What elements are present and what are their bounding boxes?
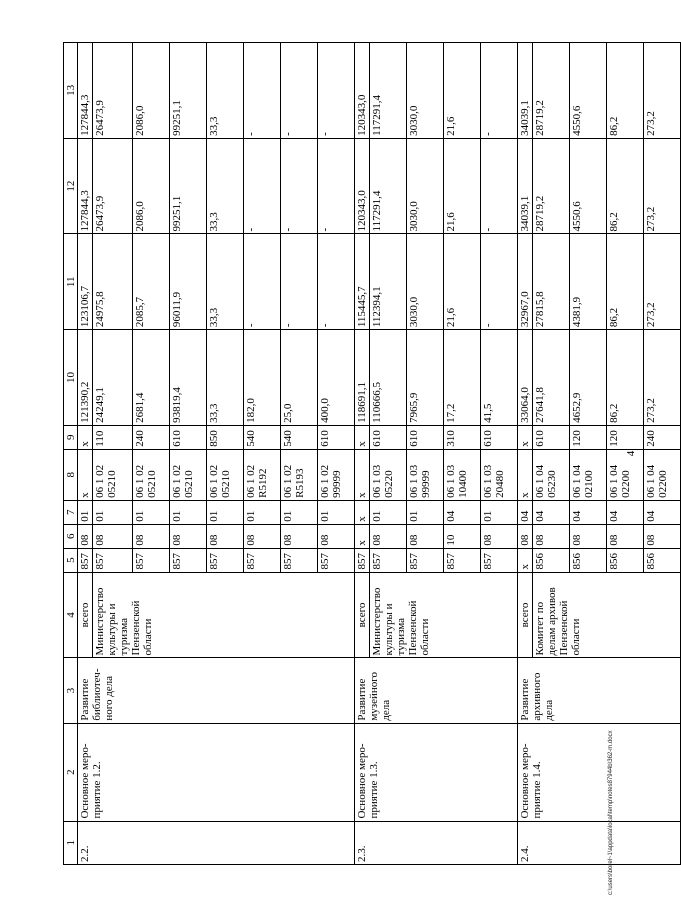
cell-c7: 04 (533, 500, 570, 524)
cell-c7: 04 (570, 500, 607, 524)
cell-c5: 857 (78, 548, 93, 572)
cell-c11: 86,2 (607, 234, 644, 330)
cell-c8: 06 1 02 R5193 (281, 449, 318, 500)
measure-type: Основное меро-приятие 1.2. (78, 723, 355, 821)
cell-c10: 41,5 (481, 330, 518, 426)
cell-c5: 857 (407, 548, 444, 572)
cell-c11: 27815,8 (533, 234, 570, 330)
cell-c7: 04 (518, 500, 533, 524)
cell-c10: 25,0 (281, 330, 318, 426)
cell-c11: 33,3 (207, 234, 244, 330)
cell-c5: 856 (570, 548, 607, 572)
cell-c11: 112394,1 (370, 234, 407, 330)
cell-c11: 4381,9 (570, 234, 607, 330)
cell-c12: 21,6 (444, 138, 481, 234)
cell-c8: 06 1 03 20480 (481, 449, 518, 500)
cell-c8: х (518, 449, 533, 500)
cell-c12: - (318, 138, 355, 234)
cell-c5: х (518, 548, 533, 572)
cell-c10: 27641,8 (533, 330, 570, 426)
cell-c12: 4550,6 (570, 138, 607, 234)
header-cell: 7 (64, 500, 78, 524)
cell-c11: 2085,7 (133, 234, 170, 330)
cell-c13: 120343,0 (355, 43, 370, 139)
cell-c6: 08 (318, 524, 355, 548)
cell-c7: 01 (78, 500, 93, 524)
cell-c8: х (78, 449, 93, 500)
cell-c8: 06 1 04 02100 (570, 449, 607, 500)
page-number: 4 (625, 450, 637, 457)
cell-c13: - (281, 43, 318, 139)
cell-c8: 06 1 04 02200 (607, 449, 644, 500)
header-cell: 3 (64, 658, 78, 723)
cell-c5: 857 (133, 548, 170, 572)
cell-c8: 06 1 02 05210 (133, 449, 170, 500)
cell-c7: 01 (407, 500, 444, 524)
cell-c10: 33,3 (207, 330, 244, 426)
cell-c6: 08 (607, 524, 644, 548)
cell-c6: 08 (93, 524, 133, 548)
cell-c6: 08 (133, 524, 170, 548)
cell-c10: 273,2 (644, 330, 681, 426)
cell-c8: 06 1 04 02200 (644, 449, 681, 500)
cell-c13: - (318, 43, 355, 139)
rotated-page (63, 42, 669, 865)
cell-c12: - (281, 138, 318, 234)
cell-c7: 01 (93, 500, 133, 524)
cell-c12: - (244, 138, 281, 234)
header-row (64, 43, 78, 865)
cell-c9: 610 (407, 425, 444, 449)
footer-file-path: c:\users\borel~1\appdata\local\temp\notes87944b\362-m.docx (608, 730, 614, 895)
cell-c11: 273,2 (644, 234, 681, 330)
executor: Комитет по делам архивов Пензенской области (533, 572, 681, 658)
cell-c10: 86,2 (607, 330, 644, 426)
cell-c13: 28719,2 (533, 43, 570, 139)
total-row (78, 43, 93, 865)
cell-c13: 86,2 (607, 43, 644, 139)
cell-c10: 121390,2 (78, 330, 93, 426)
cell-c6: 10 (444, 524, 481, 548)
measure-type: Основное меро-приятие 1.4. (518, 723, 681, 821)
cell-c6: 08 (244, 524, 281, 548)
cell-c11: 32967,0 (518, 234, 533, 330)
cell-c12: 127844,3 (78, 138, 93, 234)
cell-c5: 857 (444, 548, 481, 572)
measure-name: Развитие музейного дела (355, 658, 518, 723)
header-cell: 11 (64, 234, 78, 330)
item-number: 2.2. (78, 821, 355, 864)
cell-c8: 06 1 03 10400 (444, 449, 481, 500)
header-cell: 10 (64, 330, 78, 426)
cell-c12: 117291,4 (370, 138, 407, 234)
cell-c8: х (355, 449, 370, 500)
cell-c9: 120 (570, 425, 607, 449)
total-row (518, 43, 533, 865)
total-label: всего (355, 572, 370, 658)
cell-c9: 240 (644, 425, 681, 449)
cell-c9: 110 (93, 425, 133, 449)
cell-c7: 04 (607, 500, 644, 524)
cell-c12: 33,3 (207, 138, 244, 234)
cell-c9: х (518, 425, 533, 449)
cell-c11: - (281, 234, 318, 330)
cell-c13: 127844,3 (78, 43, 93, 139)
cell-c10: 4652,9 (570, 330, 607, 426)
cell-c6: 08 (78, 524, 93, 548)
cell-c8: 06 1 02 05210 (170, 449, 207, 500)
cell-c8: 06 1 02 99999 (318, 449, 355, 500)
cell-c5: 857 (170, 548, 207, 572)
cell-c11: 96011,9 (170, 234, 207, 330)
cell-c6: 08 (533, 524, 570, 548)
cell-c11: 3030,0 (407, 234, 444, 330)
cell-c5: 856 (533, 548, 570, 572)
cell-c13: 117291,4 (370, 43, 407, 139)
cell-c5: 857 (244, 548, 281, 572)
cell-c12: 34039,1 (518, 138, 533, 234)
cell-c6: 08 (370, 524, 407, 548)
measure-name: Развитие библиотеч-ного дела (78, 658, 355, 723)
cell-c12: - (481, 138, 518, 234)
cell-c13: 99251,1 (170, 43, 207, 139)
cell-c11: - (244, 234, 281, 330)
header-cell: 5 (64, 548, 78, 572)
cell-c6: 08 (281, 524, 318, 548)
cell-c12: 3030,0 (407, 138, 444, 234)
cell-c7: 01 (133, 500, 170, 524)
cell-c9: 240 (133, 425, 170, 449)
cell-c7: 01 (244, 500, 281, 524)
cell-c12: 28719,2 (533, 138, 570, 234)
cell-c6: 08 (207, 524, 244, 548)
cell-c6: 08 (407, 524, 444, 548)
cell-c12: 26473,9 (93, 138, 133, 234)
cell-c12: 120343,0 (355, 138, 370, 234)
cell-c9: 120 (607, 425, 644, 449)
cell-c8: 06 1 03 05220 (370, 449, 407, 500)
header-cell: 9 (64, 425, 78, 449)
cell-c6: 08 (570, 524, 607, 548)
budget-table (63, 42, 681, 865)
cell-c8: 06 1 02 R5192 (244, 449, 281, 500)
cell-c9: х (355, 425, 370, 449)
cell-c5: 857 (318, 548, 355, 572)
cell-c10: 17,2 (444, 330, 481, 426)
cell-c12: 86,2 (607, 138, 644, 234)
item-number: 2.3. (355, 821, 518, 864)
header-cell: 8 (64, 449, 78, 500)
cell-c11: - (481, 234, 518, 330)
cell-c6: х (355, 524, 370, 548)
cell-c13: 273,2 (644, 43, 681, 139)
cell-c8: 06 1 02 05210 (207, 449, 244, 500)
cell-c13: 3030,0 (407, 43, 444, 139)
cell-c7: 04 (444, 500, 481, 524)
cell-c7: 01 (170, 500, 207, 524)
measure-type: Основное меро-приятие 1.3. (355, 723, 518, 821)
cell-c11: 115445,7 (355, 234, 370, 330)
cell-c8: 06 1 02 05210 (93, 449, 133, 500)
cell-c9: 540 (281, 425, 318, 449)
cell-c9: 610 (533, 425, 570, 449)
total-row (355, 43, 370, 865)
header-cell: 12 (64, 138, 78, 234)
cell-c11: - (318, 234, 355, 330)
cell-c9: 610 (481, 425, 518, 449)
cell-c10: 33064,0 (518, 330, 533, 426)
cell-c7: 01 (281, 500, 318, 524)
cell-c9: 610 (370, 425, 407, 449)
cell-c11: 24975,8 (93, 234, 133, 330)
header-cell: 2 (64, 723, 78, 821)
cell-c8: 06 1 04 05230 (533, 449, 570, 500)
cell-c7: 04 (644, 500, 681, 524)
item-number: 2.4. (518, 821, 681, 864)
measure-name: Развитие архивного дела (518, 658, 681, 723)
cell-c9: 310 (444, 425, 481, 449)
cell-c12: 99251,1 (170, 138, 207, 234)
cell-c6: 08 (518, 524, 533, 548)
cell-c6: 08 (644, 524, 681, 548)
cell-c7: х (355, 500, 370, 524)
cell-c5: 857 (207, 548, 244, 572)
cell-c5: 857 (281, 548, 318, 572)
cell-c11: 21,6 (444, 234, 481, 330)
executor: Министерство культуры и туризма Пензенской области (93, 572, 355, 658)
cell-c13: 2086,0 (133, 43, 170, 139)
cell-c10: 93819,4 (170, 330, 207, 426)
cell-c10: 182,0 (244, 330, 281, 426)
header-cell: 4 (64, 572, 78, 658)
cell-c13: 26473,9 (93, 43, 133, 139)
cell-c5: 856 (607, 548, 644, 572)
cell-c7: 01 (370, 500, 407, 524)
cell-c13: - (244, 43, 281, 139)
cell-c13: 34039,1 (518, 43, 533, 139)
header-cell: 6 (64, 524, 78, 548)
cell-c9: х (78, 425, 93, 449)
cell-c9: 540 (244, 425, 281, 449)
cell-c5: 857 (93, 548, 133, 572)
cell-c9: 610 (170, 425, 207, 449)
cell-c5: 857 (481, 548, 518, 572)
header-cell: 1 (64, 821, 78, 864)
cell-c10: 2681,4 (133, 330, 170, 426)
cell-c7: 01 (207, 500, 244, 524)
cell-c9: 610 (318, 425, 355, 449)
cell-c13: 4550,6 (570, 43, 607, 139)
cell-c12: 2086,0 (133, 138, 170, 234)
cell-c5: 857 (355, 548, 370, 572)
cell-c8: 06 1 03 99999 (407, 449, 444, 500)
cell-c5: 857 (370, 548, 407, 572)
header-cell: 13 (64, 43, 78, 139)
total-label: всего (78, 572, 93, 658)
cell-c9: 850 (207, 425, 244, 449)
total-label: всего (518, 572, 533, 658)
cell-c10: 118691,1 (355, 330, 370, 426)
cell-c10: 24249,1 (93, 330, 133, 426)
cell-c10: 7965,9 (407, 330, 444, 426)
cell-c7: 01 (481, 500, 518, 524)
executor: Министерство культуры и туризма Пензенской области (370, 572, 518, 658)
cell-c6: 08 (481, 524, 518, 548)
cell-c13: 21,6 (444, 43, 481, 139)
cell-c6: 08 (170, 524, 207, 548)
cell-c12: 273,2 (644, 138, 681, 234)
cell-c11: 123106,7 (78, 234, 93, 330)
cell-c13: - (481, 43, 518, 139)
cell-c5: 856 (644, 548, 681, 572)
cell-c13: 33,3 (207, 43, 244, 139)
cell-c7: 01 (318, 500, 355, 524)
cell-c10: 400,0 (318, 330, 355, 426)
cell-c10: 110666,5 (370, 330, 407, 426)
